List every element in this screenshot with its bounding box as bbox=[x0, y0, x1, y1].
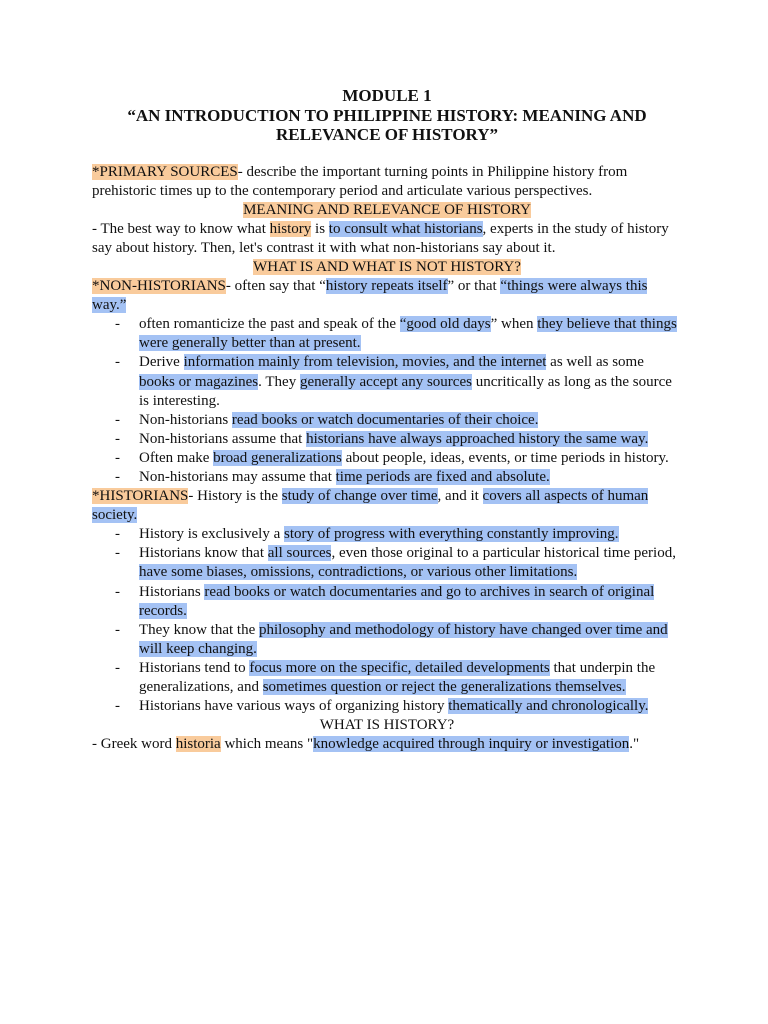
item-text: that underpin the generalizations, and bbox=[139, 659, 656, 696]
item-text: Derive bbox=[139, 354, 184, 371]
item-text: ” when bbox=[490, 316, 538, 333]
item-highlight: generally accept any sources bbox=[299, 373, 472, 390]
item-highlight: read books or watch documentaries of their choice. bbox=[231, 411, 539, 428]
what-is-history-heading: WHAT IS HISTORY? bbox=[319, 717, 455, 734]
list-item bbox=[139, 353, 682, 410]
item-highlight: sometimes question or reject the generalizations themselves. bbox=[262, 679, 626, 696]
list-item bbox=[139, 449, 682, 468]
meaning-paragraph bbox=[92, 220, 682, 258]
what-is-heading-text: WHAT IS AND WHAT IS NOT HISTORY? bbox=[253, 258, 521, 275]
meaning-text: , experts in the study of history say about history. Then, let's contrast it with what non-historians say about it. bbox=[92, 220, 669, 256]
primary-sources-text: - describe the important turning points in Philippine history from prehistoric times up to the contemporary period and articulate various perspectives. bbox=[92, 163, 628, 199]
module-number: MODULE 1 bbox=[342, 86, 432, 105]
item-text: , even those original to a particular historical time period, bbox=[331, 545, 676, 562]
module-title-line-2: RELEVANCE OF HISTORY” bbox=[275, 125, 499, 144]
non-historians-list bbox=[92, 315, 682, 487]
list-item bbox=[139, 659, 682, 697]
meaning-text: is bbox=[311, 220, 329, 237]
item-highlight: books or magazines bbox=[139, 373, 259, 390]
module-title bbox=[92, 86, 682, 145]
non-historians-text: - often say that “ bbox=[225, 278, 326, 295]
item-highlight: time periods are fixed and absolute. bbox=[335, 469, 550, 485]
non-historians-label: *NON-HISTORIANS bbox=[92, 278, 226, 295]
item-text: as well as some bbox=[546, 354, 644, 371]
item-text: about people, ideas, events, or time periods in history. bbox=[341, 449, 669, 466]
historia-text: which means " bbox=[220, 736, 314, 753]
highlight-consult-historians: to consult what historians bbox=[328, 220, 483, 237]
item-text: Non-historians may assume that bbox=[139, 469, 336, 485]
highlight-things-were: “things were always this way.” bbox=[92, 278, 648, 314]
item-text: uncritically as long as the source is interesting. bbox=[139, 373, 672, 409]
item-text: Historians know that bbox=[139, 545, 268, 562]
highlight-historia: historia bbox=[175, 736, 221, 753]
list-item bbox=[139, 411, 682, 430]
non-historians-text: ” or that bbox=[447, 278, 501, 295]
item-text: Often make bbox=[139, 449, 214, 466]
historians-list bbox=[92, 525, 682, 716]
meaning-heading-text: MEANING AND RELEVANCE OF HISTORY bbox=[243, 201, 531, 218]
item-text: They know that the bbox=[139, 621, 259, 638]
highlight-history: history bbox=[269, 220, 312, 237]
spacer bbox=[92, 145, 682, 163]
item-highlight: focus more on the specific, detailed developments bbox=[249, 659, 550, 676]
item-highlight: all sources bbox=[267, 545, 332, 562]
list-item bbox=[139, 525, 682, 544]
historians-paragraph bbox=[92, 487, 682, 525]
item-highlight: historians have always approached history the same way. bbox=[306, 430, 649, 447]
list-item bbox=[139, 621, 682, 659]
item-text: Non-historians assume that bbox=[139, 430, 307, 447]
item-text: . They bbox=[258, 373, 300, 390]
historia-text: - Greek word bbox=[92, 736, 176, 753]
highlight-study-of-change: study of change over time bbox=[281, 488, 438, 505]
highlight-knowledge: knowledge acquired through inquiry or investigation bbox=[313, 736, 630, 753]
list-item bbox=[139, 430, 682, 449]
list-item bbox=[139, 544, 682, 582]
item-text: Historians have various ways of organizing history bbox=[139, 698, 449, 715]
historians-text: , and it bbox=[437, 488, 483, 505]
list-item bbox=[139, 697, 682, 716]
document-page bbox=[92, 86, 682, 754]
non-historians-paragraph bbox=[92, 277, 682, 315]
historia-paragraph bbox=[92, 735, 682, 754]
historians-label: *HISTORIANS bbox=[92, 488, 189, 505]
item-highlight: philosophy and methodology of history have changed over time and will keep changing. bbox=[139, 621, 668, 657]
item-highlight: read books or watch documentaries and go to archives in search of original records. bbox=[139, 583, 655, 619]
historia-text: ." bbox=[629, 736, 640, 753]
meaning-text: - The best way to know what bbox=[92, 220, 270, 237]
module-title-line-1: “AN INTRODUCTION TO PHILIPPINE HISTORY: MEANING AND bbox=[127, 105, 647, 125]
item-highlight: thematically and chronologically. bbox=[448, 698, 649, 715]
primary-sources-label: *PRIMARY SOURCES bbox=[92, 163, 238, 180]
item-highlight: story of progress with everything constantly improving. bbox=[283, 526, 619, 543]
item-text: Historians bbox=[139, 583, 205, 600]
highlight-aspects-society: covers all aspects of human society. bbox=[92, 488, 649, 524]
meaning-heading bbox=[92, 201, 682, 220]
item-highlight: they believe that things were generally better than at present. bbox=[139, 316, 677, 352]
highlight-history-repeats: history repeats itself bbox=[325, 278, 448, 295]
item-text: Historians tend to bbox=[139, 659, 250, 676]
item-text: Non-historians bbox=[139, 411, 232, 428]
item-highlight: “good old days bbox=[399, 316, 491, 333]
what-is-heading bbox=[92, 258, 682, 277]
historians-text: - History is the bbox=[188, 488, 282, 505]
item-text: History is exclusively a bbox=[139, 526, 284, 543]
item-highlight: have some biases, omissions, contradictions, or various other limitations. bbox=[139, 564, 578, 581]
list-item bbox=[139, 468, 682, 487]
item-text: often romanticize the past and speak of the bbox=[139, 316, 400, 333]
primary-sources-paragraph bbox=[92, 163, 682, 201]
item-highlight: broad generalizations bbox=[213, 449, 342, 466]
item-highlight: information mainly from television, movies, and the internet bbox=[183, 354, 547, 371]
list-item bbox=[139, 583, 682, 621]
list-item bbox=[139, 315, 682, 353]
